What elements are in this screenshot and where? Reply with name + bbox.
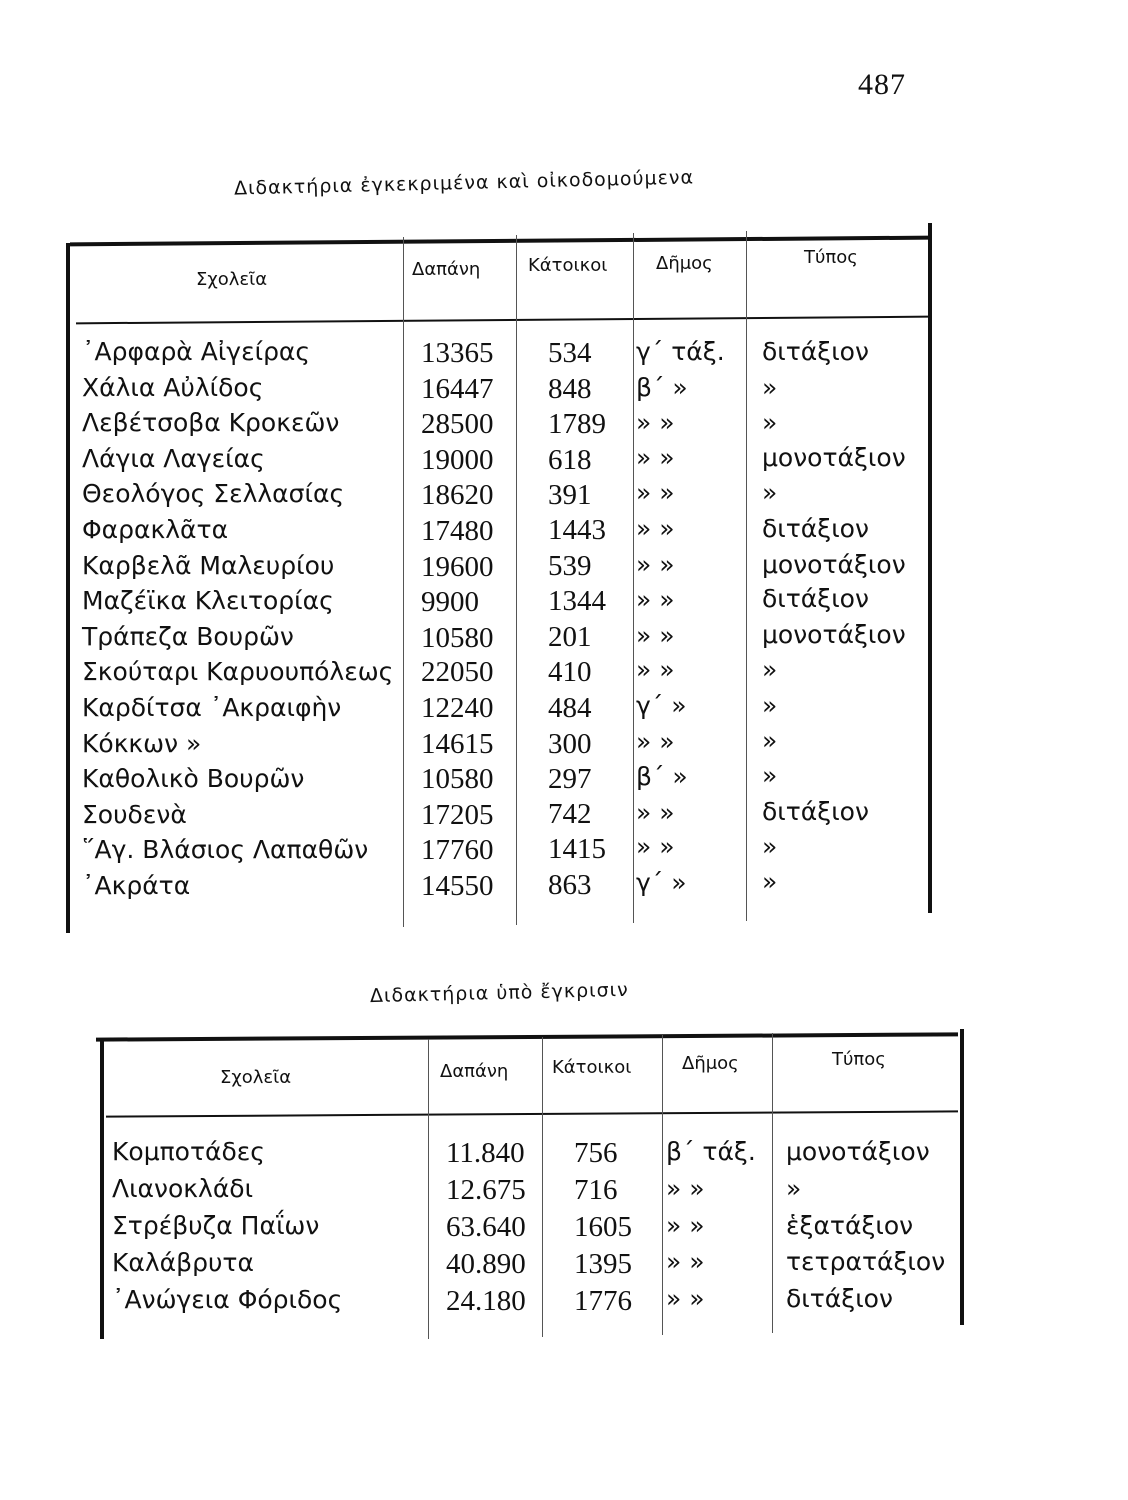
type-value: μονοτάξιον (762, 549, 906, 579)
type-value: » (762, 655, 778, 685)
cost-value: 13365 (421, 337, 494, 369)
header-deme: Δῆμος (682, 1053, 739, 1074)
deme-value: » » (666, 1247, 705, 1276)
type-value: διτάξιον (786, 1284, 893, 1313)
table-row (92, 1137, 952, 1173)
type-value: μονοτάξιον (762, 619, 906, 649)
cost-value: 10580 (421, 763, 494, 796)
header-deme: Δῆμος (656, 253, 713, 274)
school-name: Κόκκων » (82, 728, 202, 758)
deme-value: » » (666, 1174, 705, 1203)
deme-value: » » (636, 585, 675, 615)
inhabitants-value: 484 (548, 692, 592, 724)
table-top-rule (96, 1032, 958, 1041)
deme-value: » » (636, 655, 675, 685)
inhabitants-value: 1395 (574, 1248, 632, 1280)
school-name: Καρδίτσα ᾿Ακραιφὴν (82, 693, 342, 722)
header-inhabitants: Κάτοικοι (552, 1057, 632, 1078)
type-value: » (762, 832, 778, 862)
header-cost: Δαπάνη (412, 259, 481, 280)
table-row (66, 867, 926, 907)
table-row (66, 761, 926, 800)
cost-value: 19000 (421, 443, 494, 476)
deme-value: β΄ » (636, 762, 688, 792)
deme-value: » » (636, 726, 675, 756)
school-name: Μαζέϊκα Κλειτορίας (82, 586, 334, 616)
type-value: » (762, 867, 778, 896)
inhabitants-value: 1605 (574, 1211, 632, 1243)
type-value: τετρατάξιον (786, 1247, 946, 1276)
type-value: » (786, 1174, 802, 1203)
school-name: Κομποτάδες (112, 1137, 265, 1166)
cost-value: 16447 (421, 372, 494, 405)
school-name: ᾿Ακράτα (82, 871, 191, 900)
inhabitants-value: 297 (548, 763, 592, 796)
school-name: Σουδενὰ (82, 799, 187, 829)
cost-value: 63.640 (446, 1211, 526, 1243)
school-name: Θεολόγος Σελλασίας (82, 479, 345, 509)
cost-value: 24.180 (446, 1285, 526, 1317)
deme-value: γ΄ » (636, 868, 687, 897)
table-row (66, 373, 926, 409)
inhabitants-value: 539 (548, 549, 592, 582)
school-name: Τράπεζα Βουρῶν (82, 621, 294, 651)
table-row (66, 657, 926, 693)
school-name: Λάγια Λαγείας (82, 443, 265, 473)
deme-value: » » (636, 832, 675, 862)
table-row (66, 515, 926, 551)
type-value: μονοτάξιον (762, 442, 906, 472)
school-name: ᾿Ανώγεια Φόριδος (112, 1285, 343, 1314)
type-value: » (762, 408, 778, 438)
type-value: » (762, 691, 778, 720)
deme-value: γ΄ τάξ. (636, 337, 725, 366)
school-name: Καρβελᾶ Μαλευρίου (82, 550, 335, 580)
school-name: Καλάβρυτα (112, 1248, 254, 1277)
header-rule (76, 316, 928, 325)
table-row (66, 725, 926, 765)
school-name: Καθολικὸ Βουρῶν (82, 764, 305, 794)
inhabitants-value: 300 (548, 727, 592, 760)
deme-value: » » (636, 514, 675, 543)
cost-value: 14550 (421, 870, 494, 902)
school-name: ῞Αγ. Βλάσιος Λαπαθῶν (82, 835, 369, 865)
deme-value: » » (636, 797, 675, 827)
deme-value: » » (636, 408, 675, 438)
school-name: Λιανοκλάδι (112, 1174, 254, 1203)
cost-value: 22050 (421, 656, 494, 689)
table-pending (92, 1015, 962, 1340)
table-approved (66, 215, 936, 935)
cost-value: 40.890 (446, 1248, 526, 1280)
deme-value: » » (636, 549, 675, 579)
table-row (66, 796, 926, 836)
table-row (66, 337, 926, 373)
table-row (92, 1174, 952, 1210)
type-value: μονοτάξιον (786, 1137, 930, 1166)
deme-value: β΄ » (636, 372, 688, 402)
school-name: Χάλια Αὐλίδος (82, 372, 264, 402)
table-caption-pending: Διδακτήρια ὑπὸ ἔγκρισιν (369, 978, 629, 1008)
header-inhabitants: Κάτοικοι (528, 255, 608, 276)
table-row (92, 1285, 952, 1321)
header-schools: Σχολεῖα (196, 269, 268, 290)
header-type: Τύπος (804, 247, 858, 268)
type-value: » (762, 478, 778, 508)
table-row (92, 1211, 952, 1247)
inhabitants-value: 848 (548, 372, 592, 405)
type-value: ἑξατάξιον (786, 1211, 914, 1240)
table-caption-approved: Διδακτήρια ἐγκεκριμένα καὶ οἰκοδομούμενα (233, 166, 695, 200)
cost-value: 28500 (421, 408, 494, 441)
table-row (92, 1248, 952, 1284)
cost-value: 11.840 (446, 1137, 525, 1169)
deme-value: » » (666, 1284, 705, 1313)
table-row (66, 479, 926, 515)
type-value: διτάξιον (762, 514, 869, 543)
table-right-border (960, 1029, 964, 1325)
table-row (66, 693, 926, 729)
type-value: διτάξιον (762, 796, 869, 826)
deme-value: β΄ τάξ. (666, 1137, 756, 1166)
inhabitants-value: 391 (548, 479, 592, 512)
deme-value: » » (636, 442, 675, 472)
school-name: Στρέβυζα Παΐων (112, 1211, 320, 1240)
type-value: διτάξιον (762, 337, 869, 366)
header-cost: Δαπάνη (440, 1061, 509, 1082)
inhabitants-value: 742 (548, 797, 592, 830)
inhabitants-value: 756 (574, 1137, 618, 1169)
header-type: Τύπος (832, 1049, 886, 1070)
deme-value: » » (666, 1211, 705, 1240)
deme-value: » » (636, 478, 675, 508)
table-row (66, 832, 926, 871)
table-row (66, 408, 926, 444)
deme-value: » » (636, 620, 675, 650)
deme-value: γ΄ » (636, 691, 687, 720)
type-value: » (762, 725, 778, 755)
table-right-border (928, 223, 932, 913)
cost-value: 14615 (421, 727, 494, 760)
table-row (66, 444, 926, 480)
inhabitants-value: 201 (548, 620, 592, 653)
inhabitants-value: 534 (548, 337, 592, 369)
inhabitants-value: 716 (574, 1174, 618, 1206)
table-row (66, 586, 926, 622)
cost-value: 12240 (421, 692, 494, 724)
header-rule (106, 1110, 958, 1117)
table-row (66, 551, 926, 587)
inhabitants-value: 1344 (548, 585, 606, 618)
table-row (66, 619, 926, 658)
school-name: ᾿Αρφαρὰ Αἰγείρας (82, 337, 311, 366)
inhabitants-value: 863 (548, 869, 592, 901)
cost-value: 9900 (421, 586, 479, 619)
inhabitants-value: 618 (548, 443, 592, 476)
inhabitants-value: 410 (548, 656, 592, 689)
school-name: Φαρακλᾶτα (82, 515, 229, 544)
school-name: Σκούταρι Καρυουπόλεως (82, 657, 394, 687)
inhabitants-value: 1776 (574, 1285, 632, 1317)
type-value: » (762, 761, 778, 791)
cost-value: 17205 (421, 798, 494, 831)
cost-value: 17760 (421, 834, 494, 867)
type-value: διτάξιον (762, 584, 869, 614)
inhabitants-value: 1789 (548, 408, 606, 441)
inhabitants-value: 1415 (548, 833, 606, 866)
cost-value: 12.675 (446, 1174, 526, 1206)
cost-value: 10580 (421, 621, 494, 654)
table-top-rule (70, 236, 930, 247)
cost-value: 17480 (421, 515, 494, 547)
page-number: 487 (858, 68, 906, 101)
cost-value: 19600 (421, 550, 494, 583)
type-value: » (762, 372, 778, 402)
header-schools: Σχολεῖα (220, 1067, 292, 1088)
inhabitants-value: 1443 (548, 514, 606, 546)
cost-value: 18620 (421, 479, 494, 512)
school-name: Λεβέτσοβα Κροκεῶν (82, 408, 340, 438)
